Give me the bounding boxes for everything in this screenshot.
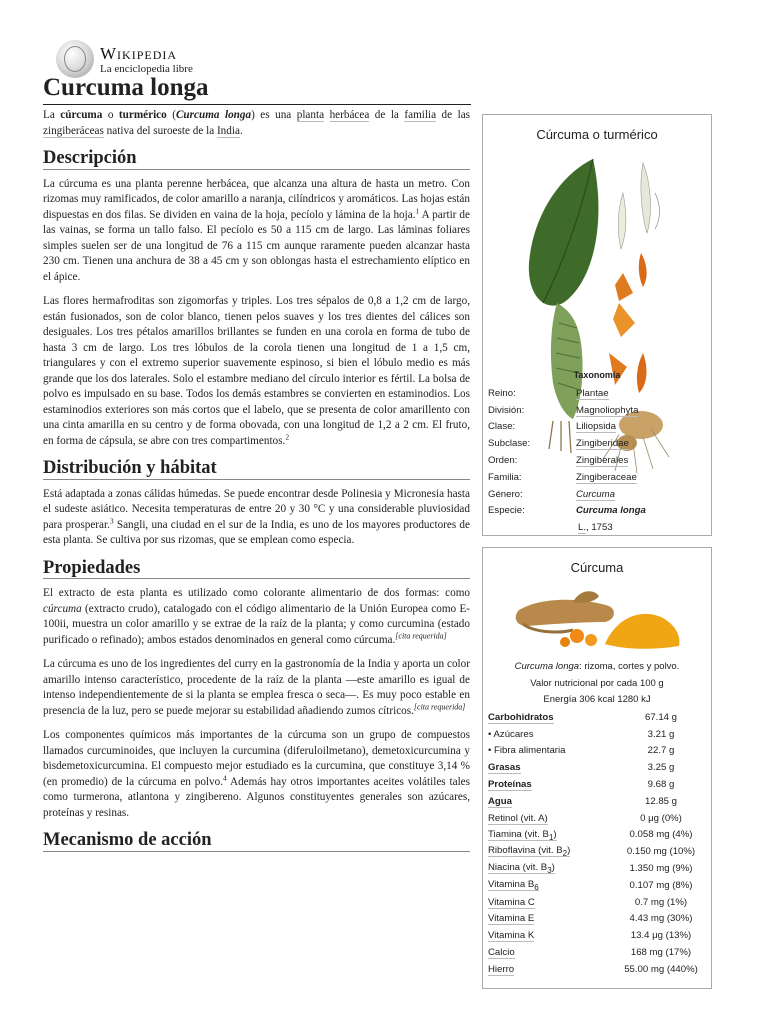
nutrient-value: 3.21 g <box>647 728 675 740</box>
propiedades-paragraph-3: Los componentes químicos más importantes de la cúrcuma son un grupo de compuestos llamados curcuminoides, que incluyen la curcumina (diferuloilmetano), demetoxicurcumina y bisdemetoxicurcumina. El compuesto mejor estudiado es la curcumina, que constituye 3,14 % (en promedio) de la cúrcuma en polvo.$^4$ Además hay otros importantes aceites volátiles tales como turmerona, atlantona y zingibereno. Algunos constituyentes generales son azúcares, proteínas y resinas. <box>43 729 470 819</box>
taxobox <box>482 114 712 536</box>
nutrient-link[interactable]: Grasas <box>488 762 521 774</box>
nutrient-row <box>488 776 706 793</box>
heading-propiedades: Propiedades <box>43 561 470 580</box>
species-name: Curcuma longa <box>576 505 646 517</box>
wikipedia-logo[interactable] <box>56 40 193 78</box>
taxon-link[interactable]: Magnoliophyta <box>576 404 639 416</box>
article-body <box>43 108 470 859</box>
taxonomy-row <box>488 519 706 536</box>
nutrient-row <box>488 894 706 911</box>
nutrient-row <box>488 709 706 726</box>
propiedades-paragraph-1: El extracto de esta planta es utilizado como colorante alimentario de dos formas: como cúrcuma (extracto crudo), catalogado con el código alimentario de la Unión Europea como E-100ii, muestra un color amarillo y se extrae de la raíz de la planta; y como curcumina (estado purificado o refinado); ambos estados denominados en general como cúrcuma.[cita requerida] <box>43 587 470 646</box>
descripcion-paragraph-1: La cúrcuma es una planta perenne herbácea, que alcanza una altura de hasta un metro. Con rizomas muy ramificados, de color amarillo a naranja, cilíndricos y aromáticos. Las hojas están dispuestas en dos filas. Se dividen en vaina de la hoja, pecíolo y lámina de la hoja.$^1$ A partir de las vainas, se forma un tallo falso. El pecíolo es 50 a 115 cm de largo. Las láminas foliares simples suelen ser de una longitud de 76 a 115 cm aunque raramente pueden alcanzar hasta 230 cm. Tienen una anchura de 38 a 45 cm y son oblongas hasta el estrechamiento elíptico en el ápice. <box>43 177 470 283</box>
nutrient-link[interactable]: Calcio <box>488 947 515 959</box>
nutrient-value: 55.00 mg (440%) <box>624 963 698 975</box>
nutrient-row <box>488 726 706 743</box>
title-divider <box>43 104 471 105</box>
taxonomy-row <box>488 402 706 419</box>
taxonomy-key: Orden: <box>488 455 518 467</box>
nutrient-value: 9.68 g <box>647 779 675 791</box>
nutrient-row <box>488 911 706 928</box>
nutrient-value: 67.14 g <box>644 711 677 723</box>
nutrient-link[interactable]: Riboflavina (vit. $B_2$) <box>488 845 571 859</box>
link-india[interactable]: India <box>216 124 240 137</box>
taxonomy-row <box>488 419 706 436</box>
term-curcuma: cúrcuma <box>60 109 103 121</box>
nutrient-value: 4.43 mg (30%) <box>629 913 693 925</box>
powder-shape <box>605 614 679 649</box>
citation-needed[interactable]: [cita requerida] <box>413 701 466 711</box>
nutrient-value: 0 μg (0%) <box>640 812 682 824</box>
taxonomy-table <box>488 385 706 536</box>
nutrient-value: 0.150 mg (10%) <box>626 846 696 858</box>
taxonomy-key: División: <box>488 404 525 416</box>
taxonomy-key: Familia: <box>488 471 522 483</box>
nutrient-link[interactable]: Carbohidratos <box>488 711 554 723</box>
page-title: Curcuma longa <box>43 74 209 101</box>
leaf-shape <box>529 159 599 306</box>
wordmark-tagline: La enciclopedia libre <box>100 62 193 75</box>
nutrient-value: 168 mg (17%) <box>630 947 692 959</box>
distribucion-paragraph: Está adaptada a zonas cálidas húmedas. Se puede encontrar desde Polinesia y Micronesia hasta el sudeste asiático. Necesita temperaturas de entre 20 y 30 °C y una considerable pluviosidad para prosperar.$^3$ Sangli, una ciudad en el sur de la India, es uno de los mayores productores de esta planta. Se cultiva por sus rizomas, que se emplean como especia. <box>43 487 470 546</box>
nutrient-row <box>488 843 706 860</box>
nutrient-link[interactable]: Vitamina E <box>488 913 535 925</box>
taxon-link[interactable]: Zingiberaceae <box>576 471 637 483</box>
taxon-link[interactable]: Zingiberidae <box>576 438 629 450</box>
wordmark <box>100 44 193 75</box>
taxonomy-row <box>488 452 706 469</box>
taxonomy-row <box>488 503 706 520</box>
nutrient-link[interactable]: Hierro <box>488 963 515 975</box>
taxon-link[interactable]: Plantae <box>576 387 609 399</box>
author-year: , 1753 <box>586 522 613 534</box>
taxonomy-row <box>488 385 706 402</box>
heading-mecanismo: Mecanismo de acción <box>43 833 470 852</box>
nutrient-value: 12.85 g <box>644 795 677 807</box>
nutrient-value: 3.25 g <box>647 762 675 774</box>
nutrient-row <box>488 877 706 894</box>
nutrition-box <box>482 547 712 989</box>
nutrient-value: 13.4 μg (13%) <box>630 930 692 942</box>
nutrient-link[interactable]: Agua <box>488 795 512 807</box>
taxon-link[interactable]: Curcuma <box>576 488 615 500</box>
nutrient-row <box>488 743 706 760</box>
link-zingiberaceas[interactable]: zingiberáceas <box>43 124 104 137</box>
nutrient-row <box>488 860 706 877</box>
nutrient-row <box>488 944 706 961</box>
citation-needed[interactable]: [cita requerida] <box>395 630 447 640</box>
nutrient-link[interactable]: Niacina (vit. $B_3$) <box>488 862 555 876</box>
nutrient-label: • Azúcares <box>488 728 534 740</box>
nutrient-row <box>488 961 706 978</box>
nutrient-link[interactable]: Vitamina $B_6$ <box>488 878 539 892</box>
link-familia[interactable]: familia <box>404 109 437 121</box>
nutrition-per: Valor nutricional por cada 100 g <box>530 677 664 689</box>
term-turmerico: turmérico <box>118 109 167 121</box>
nutrient-link[interactable]: Vitamina C <box>488 896 535 908</box>
ref-1[interactable]: 1 <box>415 205 420 215</box>
nutrient-value: 22.7 g <box>647 745 675 757</box>
taxonomy-row <box>488 435 706 452</box>
nutrient-row <box>488 759 706 776</box>
wikipedia-globe-icon <box>56 40 94 78</box>
intro-paragraph: La cúrcuma o turmérico (Curcuma longa) es una planta herbácea de la familia de las zingiberáceas nativa del suroeste de la India. <box>43 109 471 137</box>
author-link[interactable]: L. <box>578 522 587 534</box>
taxonomy-row <box>488 486 706 503</box>
link-herbacea[interactable]: herbácea <box>329 109 370 121</box>
nutrient-value: 0.7 mg (1%) <box>634 896 688 908</box>
ref-3[interactable]: 3 <box>109 515 114 525</box>
heading-distribucion: Distribución y hábitat <box>43 461 470 480</box>
taxobox-title: Cúrcuma o turmérico <box>536 127 658 142</box>
taxonomy-key: Subclase: <box>488 438 531 450</box>
caption-scientific-name: Curcuma longa <box>514 661 580 672</box>
taxonomy-key: Género: <box>488 488 523 500</box>
nutrient-link[interactable]: Retinol (vit. A) <box>488 812 548 824</box>
heading-descripcion: Descripción <box>43 151 470 170</box>
taxonomy-key: Clase: <box>488 421 516 433</box>
ref-2[interactable]: 2 <box>285 431 290 441</box>
nutrient-row <box>488 793 706 810</box>
taxonomy-row <box>488 469 706 486</box>
sketch-parts <box>618 163 659 249</box>
descripcion-paragraph-2: Las flores hermafroditas son zigomorfas y triples. Los tres sépalos de 0,8 a 1,2 cm de largo, están fusionados, son de color blanco, tienen pelos suaves y los tres dientes del cálices son desiguales. Los tres pétalos amarillos brillantes se funden en una corola en forma de tubo de hasta 3 cm de largo. Los tres lóbulos de la corola tienen una longitud de 1 a 1,5 cm, triangulares y con el extremo superior suavemente espinoso, si bien el lóbulo medio es más grande que los dos laterales. Solo el estambre mediano del círculo interior es fértil. La bolsa de polvo es impulsado en su base. Todos los demás estambres se convierten en estaminodios. Los estaminodios exteriores son más cortos que el labelo, que se presenta de color amarillento con una cinta amarilla en su centro y de forma obovada, con una longitud de 1,2 a 2 cm. El fruto, en forma de cápsula, se abre con tres compartimentos.$^2$ <box>43 295 470 447</box>
nutrient-link[interactable]: Tiamina (vit. $B_1$) <box>488 828 557 842</box>
propiedades-paragraph-2: La cúrcuma es uno de los ingredientes del curry en la gastronomía de la India y aporta un color amarillo intenso característico, procedente de la raíz de la planta —este amarillo es igual de intenso independientemente de si la planta se emplea fresca o seca—. Es muy poco estable en presencia de la luz, pero se puede mejorar su estabilidad añadiendo zumos cítricos.[cita requerida] <box>43 658 470 717</box>
taxonomy-key: Especie: <box>488 505 525 517</box>
nutrition-title: Cúrcuma <box>570 560 624 575</box>
link-planta[interactable]: planta <box>296 109 325 121</box>
nutrient-value: 0.058 mg (4%) <box>629 829 693 841</box>
nutrient-label: • Fibra alimentaria <box>488 745 566 757</box>
ref-4[interactable]: 4 <box>223 772 227 782</box>
nutrition-energy: Energía 306 kcal 1280 kJ <box>543 694 651 705</box>
taxonomy-heading: Taxonomía <box>573 370 621 380</box>
taxonomy-key: Reino: <box>488 387 516 399</box>
nutrition-caption: Curcuma longa: rizoma, cortes y polvo. Valor nutricional por cada 100 g Energía 306 kcal 1280 kJ <box>483 659 711 709</box>
nutrient-row <box>488 810 706 827</box>
nutrient-row <box>488 927 706 944</box>
taxon-link[interactable]: Zingiberales <box>576 455 629 467</box>
nutrient-link[interactable]: Vitamina K <box>488 930 535 942</box>
wordmark-title: Wikipedia <box>100 43 178 63</box>
nutrient-value: 0.107 mg (8%) <box>629 879 693 891</box>
nutrient-value: 1.350 mg (9%) <box>629 863 693 875</box>
nutrient-link[interactable]: Proteínas <box>488 779 532 791</box>
nutrition-table <box>488 709 706 978</box>
nutrient-row <box>488 827 706 844</box>
rhizome-photo-shape <box>516 591 614 632</box>
taxon-link[interactable]: Liliopsida <box>576 421 617 433</box>
turmeric-photo[interactable] <box>513 588 683 650</box>
scientific-name: Curcuma longa <box>175 109 252 121</box>
